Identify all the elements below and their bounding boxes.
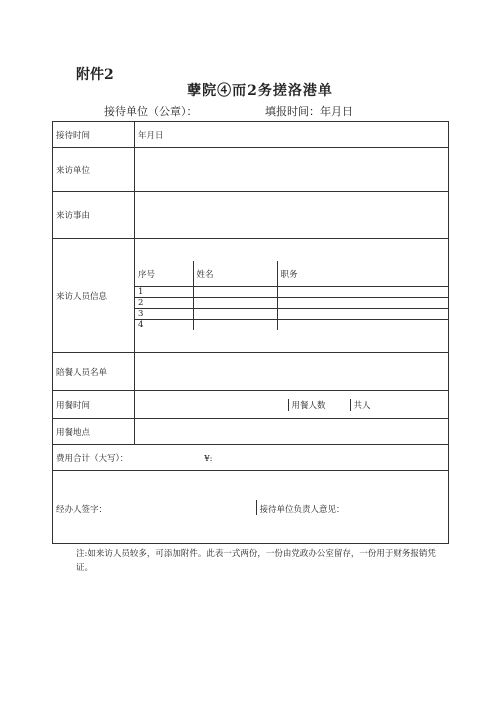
report-time-label: 填报时间：年月日 bbox=[265, 105, 353, 118]
visiting-matter-row bbox=[53, 192, 449, 239]
visiting-unit-row bbox=[53, 148, 449, 192]
visiting-unit-field[interactable] bbox=[135, 148, 449, 192]
column-name: 姓名 bbox=[193, 261, 277, 287]
companion-row bbox=[53, 353, 449, 391]
reception-unit-label: 接待单位（公章）： bbox=[104, 105, 198, 118]
handler-signature-field[interactable]: 经办人签字： bbox=[53, 500, 256, 515]
visitor-name-field[interactable] bbox=[193, 309, 277, 320]
column-seq: 序号 bbox=[135, 261, 193, 287]
visitor-table bbox=[135, 261, 448, 331]
meal-time-field[interactable] bbox=[135, 399, 288, 411]
visiting-matter-label: 来访事由 bbox=[53, 192, 135, 239]
reception-time-field[interactable]: 年月日 bbox=[135, 122, 449, 148]
visitor-seq: 1 bbox=[135, 287, 193, 298]
companion-list-field[interactable] bbox=[135, 353, 449, 391]
meal-time-cell bbox=[135, 391, 449, 419]
footnote: 注:如来访人员较多，可添加附件。此表一式两份，一份由党政办公室留存，一份用于财务报销凭证。 bbox=[76, 549, 436, 573]
visiting-unit-label: 来访单位 bbox=[53, 148, 135, 192]
visitor-position-field[interactable] bbox=[277, 287, 448, 298]
visitor-position-field[interactable] bbox=[277, 298, 448, 309]
companion-list-label: 陪餐人员名单 bbox=[53, 353, 135, 391]
visitor-position-field[interactable] bbox=[277, 320, 448, 331]
meal-time-label: 用餐时间 bbox=[53, 391, 135, 419]
visitor-row bbox=[135, 320, 448, 331]
host-opinion-field[interactable]: 接待单位负责人意见： bbox=[256, 500, 448, 515]
meal-location-field[interactable] bbox=[135, 419, 449, 445]
signature-subtable bbox=[53, 500, 448, 515]
visiting-matter-field[interactable] bbox=[135, 192, 449, 239]
diner-total-field[interactable]: 共人 bbox=[350, 399, 448, 411]
meal-time-subtable bbox=[135, 399, 448, 411]
signature-cell bbox=[53, 471, 449, 544]
visitor-name-field[interactable] bbox=[193, 320, 277, 331]
visitor-seq: 4 bbox=[135, 320, 193, 331]
meal-location-row bbox=[53, 419, 449, 445]
form-title: 孽院④而2务搓洛港单 bbox=[187, 83, 333, 99]
reception-form-table bbox=[52, 121, 449, 544]
cost-total-cell[interactable] bbox=[53, 445, 449, 471]
cost-amount-label: ¥: bbox=[204, 453, 213, 464]
visitor-row bbox=[135, 309, 448, 320]
visitor-name-field[interactable] bbox=[193, 287, 277, 298]
column-position: 职务 bbox=[277, 261, 448, 287]
visitor-seq: 2 bbox=[135, 298, 193, 309]
meal-location-label: 用餐地点 bbox=[53, 419, 135, 445]
reception-time-label: 接待时间 bbox=[53, 122, 135, 148]
visitor-name-field[interactable] bbox=[193, 298, 277, 309]
reception-time-row bbox=[53, 122, 449, 148]
visitor-info-row bbox=[53, 239, 449, 353]
visitor-header-row bbox=[135, 261, 448, 287]
visitor-info-label: 来访人员信息 bbox=[53, 239, 135, 353]
signature-row bbox=[53, 471, 449, 544]
visitor-row bbox=[135, 287, 448, 298]
visitor-position-field[interactable] bbox=[277, 309, 448, 320]
cost-total-row bbox=[53, 445, 449, 471]
diner-count-label: 用餐人数 bbox=[288, 399, 350, 411]
visitor-seq: 3 bbox=[135, 309, 193, 320]
meal-time-row bbox=[53, 391, 449, 419]
visitor-row bbox=[135, 298, 448, 309]
cost-total-label: 费用合计（大写）： bbox=[56, 453, 129, 464]
attachment-label: 附件2 bbox=[76, 67, 114, 83]
visitor-info-cell bbox=[135, 239, 449, 353]
